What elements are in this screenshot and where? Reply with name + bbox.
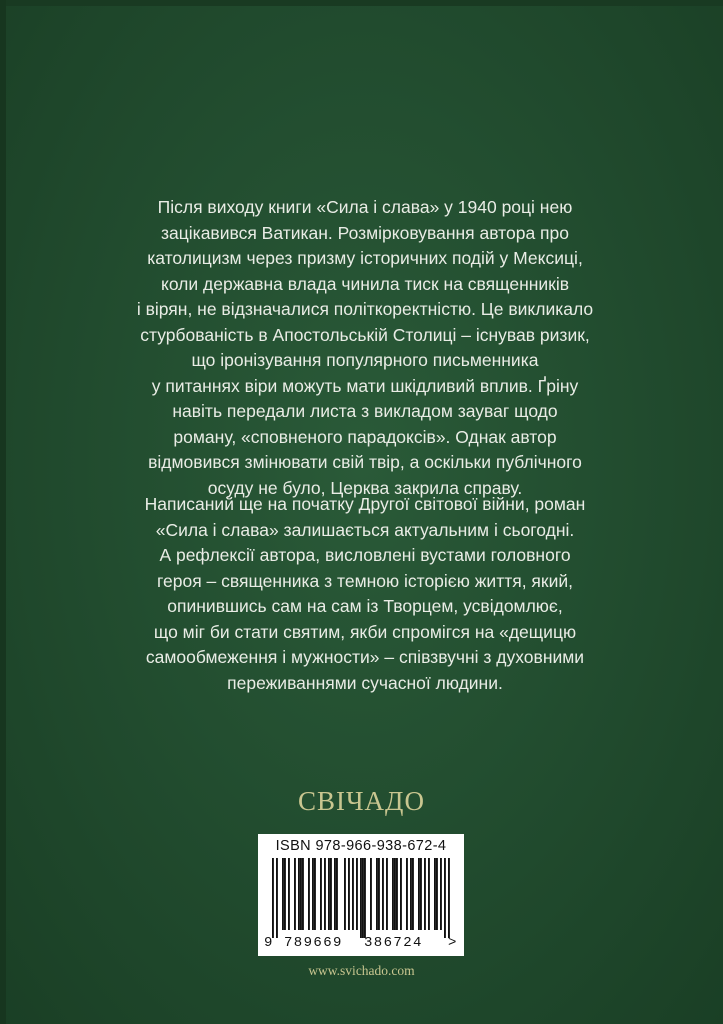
barcode-bar (324, 858, 326, 930)
text-line: переживаннями сучасної людини. (227, 672, 503, 693)
barcode-bar (308, 858, 310, 930)
barcode-bar (288, 858, 290, 930)
barcode-bar (362, 858, 364, 938)
text-line: стурбованість в Апостольській Столиці – існував ризик, (140, 324, 590, 345)
barcode-bar (394, 858, 396, 930)
text-line: осуду не було, Церква закрила справу. (207, 477, 523, 498)
text-line: зацікавився Ватикан. Розмірковування автора про (160, 222, 569, 243)
description-paragraph-2 (100, 492, 630, 696)
barcode-bar (396, 858, 398, 930)
text-line: відмовився змінювати свій твір, а оскільки публічного (148, 452, 582, 472)
text-line: Після виходу книги «Сила і слава» у 1940 році нею (157, 197, 573, 217)
text-line: навіть передали листа з викладом зауваг щодо (172, 401, 558, 421)
text-line: католицизм через призму історичних подій у Мексиці, (147, 248, 583, 268)
barcode-arrow: > (448, 935, 457, 951)
barcode-bar (284, 858, 286, 930)
cover-edge-left (0, 0, 6, 1024)
barcode-bar (330, 858, 332, 930)
barcode-bar (424, 858, 426, 930)
text-line: роману, «сповненого парадоксів». Однак автор (173, 426, 557, 447)
barcode-bar (282, 858, 284, 930)
barcode-bar (302, 858, 304, 930)
text-line: що іронізування популярного письменника (191, 350, 539, 370)
publisher-website: www.svichado.com (308, 963, 415, 978)
text-line: у питаннях віри можуть мати шкідливий вплив. Ґріну (151, 375, 579, 396)
barcode-bar (406, 858, 408, 930)
text-line: коли державна влада чинила тиск на священників (160, 273, 570, 294)
text-line: і вірян, не відзначалися політкоректністю. Це викликало (136, 299, 594, 319)
barcode-bar (418, 858, 420, 930)
barcode-bar (328, 858, 330, 930)
barcode-bar (360, 858, 362, 938)
barcode-bar (378, 858, 380, 930)
barcode-bar (364, 858, 366, 938)
barcode-bar (400, 858, 402, 930)
barcode-bar (370, 858, 372, 930)
publisher-logo: СВІЧАДО (298, 786, 425, 816)
barcode-bar (314, 858, 316, 930)
isbn-label: ISBN 978-966-938-672-4 (275, 838, 447, 854)
barcode-bar (298, 858, 300, 930)
isbn-barcode (258, 834, 464, 956)
barcode-bar (344, 858, 346, 930)
barcode-bar (336, 858, 338, 930)
barcode-bar (348, 858, 350, 930)
barcode-bar (436, 858, 438, 930)
barcode-bar (376, 858, 378, 930)
barcode-bar (300, 858, 302, 930)
barcode-digit-group-2: 386724 (364, 935, 423, 951)
text-line: самообмеження і мужности» – співзвучні з духовними (145, 647, 585, 667)
barcode-digit-first: 9 (264, 935, 273, 951)
barcode-digit-group-1: 789669 (284, 935, 343, 951)
barcode-bar (420, 858, 422, 930)
barcode-bar (434, 858, 436, 930)
barcode-bar (356, 858, 358, 930)
barcode-bar (320, 858, 322, 930)
barcode-bar (382, 858, 384, 930)
text-line: «Сила і слава» залишається актуальним і сьогодні. (155, 519, 575, 540)
cover-edge-top (0, 0, 723, 6)
barcode-bar (294, 858, 296, 930)
text-line: героя – священника з темною історією життя, який, (157, 570, 573, 591)
barcode-bar (392, 858, 394, 930)
text-line: А рефлексії автора, висловлені вустами головного (159, 545, 571, 565)
barcode-bar (272, 858, 274, 938)
text-line: Написаний ще на початку Другої світової війни, роман (144, 494, 586, 514)
barcode-bar (410, 858, 412, 930)
text-line: опинившись сам на сам із Творцем, усвідомлює, (167, 596, 563, 616)
barcode-bar (352, 858, 354, 930)
description-paragraph-1 (100, 195, 630, 501)
barcode-bar (412, 858, 414, 930)
text-line: що міг би стати святим, якби спромігся на «дещицю (153, 621, 577, 642)
barcode-bar (276, 858, 278, 938)
barcode-bar (334, 858, 336, 930)
barcode-bar (386, 858, 388, 930)
barcode-bar (440, 858, 442, 930)
barcode-bars (272, 858, 450, 938)
barcode-bar (444, 858, 446, 938)
barcode-bar (312, 858, 314, 930)
barcode-bar (448, 858, 450, 938)
barcode-bar (428, 858, 430, 930)
